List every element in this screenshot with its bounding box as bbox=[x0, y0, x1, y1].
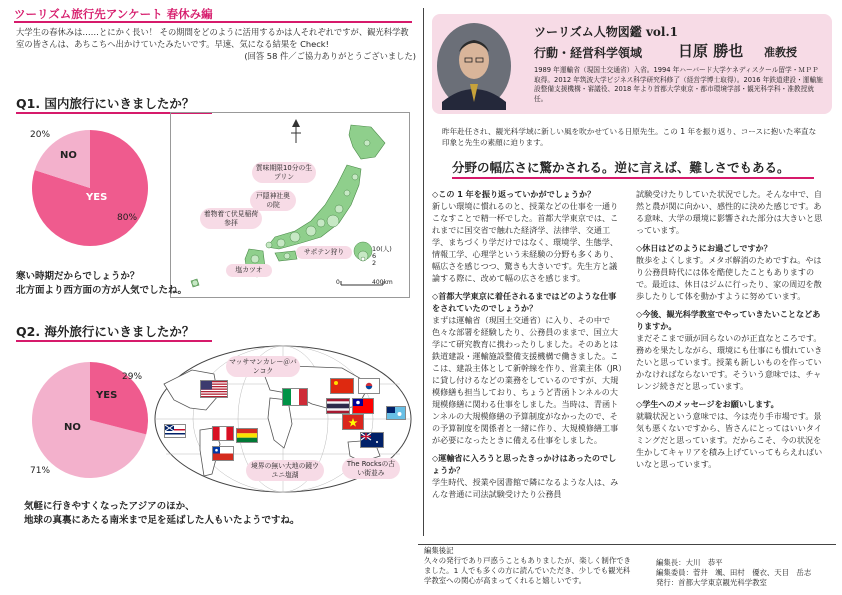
q2-caption-line1: 気軽に行きやすくなったアジアのほか、 bbox=[24, 501, 195, 512]
col1-q1: ◇この 1 年を振り返っていかがでしょうか？ bbox=[432, 189, 596, 199]
q2-no-label: NO bbox=[64, 422, 81, 433]
survey-respondents: (回答 58 件／ご協力ありがとうございました) bbox=[244, 51, 416, 61]
profile-bio: 1989 年運輸省（現国土交通省）入省。1994 年ハーバード大学ケネディスクール留学・ＭＰＰ取得。2012 年筑波大学ビジネス科学研究科修了（経営学博士取得）。2016 年鉄道建設・運輸施設整備支援機構・審議役、2018 年より首都大学東京・都市環境学部・観光科学科・准教授就任。 bbox=[534, 66, 823, 103]
bubble-cactus: サポテン狩り bbox=[296, 246, 352, 259]
col2-a0: 試験受けたりしていた状況でした。そんな中で、自然と農が関に向かい、感性的に決めた感じです。ある意味、大学の環境に影響された部分は大きいと思っています。 bbox=[636, 189, 823, 235]
hawaii-flag bbox=[164, 424, 186, 438]
chile-flag bbox=[212, 446, 234, 461]
credit-publisher: 発行：首都大学東京観光科学教室 bbox=[656, 578, 767, 587]
afterword-title: 編集後記 bbox=[424, 546, 454, 555]
map-legend-labels bbox=[372, 246, 392, 267]
column-divider bbox=[423, 8, 424, 536]
bubble-togakushi: 戸隠神社奥の院 bbox=[250, 190, 296, 211]
col2-q3: ◇学生へのメッセージをお願いします。 bbox=[636, 399, 779, 409]
col2-a1: 散歩をよくします。メタボ解消のためですね。やはり公務員時代には体を酷使したこともありますので。最近は、休日はジムに行ったり、家の周辺を散歩したりして体を動かすように努めています。 bbox=[636, 255, 822, 301]
bubble-katsuo: 塩カツオ bbox=[226, 264, 272, 277]
survey-title-underline bbox=[14, 21, 412, 23]
credits bbox=[656, 558, 836, 588]
col1-a3: 学生時代、授業や図書館で隣になるような人は、みんな普通に司法試験受けたり公務員 bbox=[432, 477, 619, 499]
q1-yes-label: YES bbox=[86, 192, 108, 203]
north-arrow-icon bbox=[291, 119, 301, 143]
interview-column-1 bbox=[432, 188, 624, 538]
bubble-the-rocks: The Rocksの古い街並み bbox=[342, 458, 400, 479]
survey-intro: 大学生の春休みは……とにかく長い！ その期間をどのように活用するかは人それぞれですが、観光科学教室の皆さんは、あちこちへ出かけていたみたいです。早速、気になる結果を Check! bbox=[16, 27, 409, 49]
profile-name: 日原 勝也 bbox=[678, 42, 744, 60]
italy-flag bbox=[282, 388, 308, 406]
legend-2: 2 bbox=[372, 259, 377, 267]
afterword-text: 久々の発行であり戸惑うこともありましたが、楽しく制作できました。1 人でも多くの方に読んでいただき、少しでも観光科学教室への関心が高まってくれると嬉しいです。 bbox=[424, 556, 631, 585]
bubble-pudding: 質味期限10分の生プリン bbox=[252, 162, 316, 183]
map-size-legend bbox=[354, 242, 372, 261]
col1-a2: まずは運輸省（現国土交通省）に入り、その中で色々な部署を経験したり、公務員のままで、国立大学にて研究教育に携わったりしました。そのあとは鉄道建設・運輸施設整備支援機構で働きました。ここは、建設主体として新幹線を作り、営業主体（JR）に貸し付けるなどの業務をしているのですが、大規模修繕も担当しており、ちょうど青函トンネルの大規模修繕に関わる仕事をしました。当時は、青函トンネルの大規模修繕の予算制度がなかったので、その予算制度を関係者と一緒に作り、大規模修繕工事が必要になったときに備える仕事をしました。 bbox=[432, 315, 623, 445]
taiwan-flag bbox=[352, 398, 374, 414]
scale-start-label: 0 bbox=[336, 279, 340, 286]
article-headline: 分野の幅広さに驚かされる。逆に言えば、難しさでもある。 bbox=[452, 160, 790, 175]
afterword bbox=[424, 546, 636, 586]
q1-caption bbox=[16, 270, 187, 298]
q2-caption-line2: 地球の真裏にあたる南米まで足を延ばした人もいたようですね。 bbox=[24, 515, 300, 526]
fiji-flag bbox=[386, 406, 406, 420]
australia-flag bbox=[360, 432, 384, 448]
professor-photo bbox=[436, 22, 512, 110]
thailand-flag bbox=[326, 398, 350, 414]
q2-title: Q2. 海外旅行にいきましたか？ bbox=[16, 324, 195, 339]
article-headline-underline bbox=[452, 177, 814, 179]
col2-a2: まだそこまで頭が回らないのが正直なところです。務めを果たしながら、環境にも仕事にも慣れていきたいと思っています。授業も新しいものを作っていかなければならないです。そういう意味では、チャレンジ続きだと思っています。 bbox=[636, 333, 823, 391]
col2-q1: ◇休日はどのようにお過ごしですか？ bbox=[636, 243, 772, 253]
q1-title: Q1. 国内旅行にいきましたか？ bbox=[16, 96, 195, 111]
article-lead: 昨年赴任され、観光科学域に新しい風を吹かせている日原先生。この 1 年を振り返り、コースに抱いた率直な印象と先生の素顔に迫ります。 bbox=[442, 127, 817, 147]
peru-flag bbox=[212, 426, 234, 441]
q1-no-percent: 20% bbox=[30, 130, 51, 140]
credit-members: 編集委員：菅井 颯、田村 優衣、天目 岳志 bbox=[656, 568, 812, 577]
col1-a1: 新しい環境に慣れるのと、授業などの仕事を一通りこなすことで精一杯でした。首都大学東京では、これまでに国交省で触れた経済学、法律学、交通工学、まちづくり学だけではなく、環境学、生態学、情報工学、心理学という未経験の分野も多くあり、幅広さを感じつつ、驚きも大きいです。先生方と議論する際に、改めて幅の広さを感じます。 bbox=[432, 201, 619, 283]
legend-10: 10(人) bbox=[372, 245, 392, 253]
q2-yes-percent: 29% bbox=[122, 372, 143, 382]
legend-6: 6 bbox=[372, 252, 377, 260]
china-flag bbox=[330, 378, 354, 394]
survey-title: ツーリズム旅行先アンケート 春休み編 bbox=[14, 7, 213, 21]
q2-underline bbox=[16, 340, 212, 342]
q2-yes-label: YES bbox=[96, 390, 118, 401]
q2-no-percent: 71% bbox=[30, 466, 51, 476]
bubble-uyuni: 境界の無い大地の鏡ウユニ塩湖 bbox=[246, 460, 324, 481]
q2-caption bbox=[24, 500, 300, 528]
bubble-massaman: マッサマンカレー＠バンコク bbox=[226, 356, 300, 377]
survey-intro-block bbox=[16, 26, 416, 62]
col1-q2: ◇首都大学東京に着任されるまではどのような仕事をされていたのでしょうか？ bbox=[432, 291, 617, 313]
bolivia-flag bbox=[236, 428, 258, 443]
col2-a3: 就職状況という意味では、今は売り手市場です。景気も悪くないですから、皆さんにとってはいいタイミングだと思っています。だからこそ、今の状況を生かしてキャリアを積み上げていってもらえればいいなと思っています。 bbox=[636, 411, 823, 469]
profile-dept: 行動・経営科学領域 bbox=[534, 46, 643, 60]
profile-position: 准教授 bbox=[764, 46, 797, 59]
q1-caption-line1: 寒い時期だからでしょうか？ bbox=[16, 271, 140, 282]
korea-flag bbox=[358, 378, 380, 394]
q1-no-label: NO bbox=[60, 150, 77, 161]
col2-q2: ◇今後、観光科学教室でやっていきたいことなどありますか。 bbox=[636, 309, 821, 331]
q1-caption-line2: 北方面より西方面の方が人気でしたね。 bbox=[16, 285, 188, 296]
usa-flag bbox=[200, 380, 228, 398]
profile-series: ツーリズム人物図鑑 vol.1 bbox=[534, 25, 679, 39]
bubble-fushimi: 着物着て伏見稲荷参拝 bbox=[200, 208, 262, 229]
footer-rule bbox=[418, 544, 836, 545]
col1-q3: ◇運輸省に入ろうと思ったきっかけはあったのでしょうか？ bbox=[432, 453, 617, 475]
scale-end-label: 400km bbox=[372, 279, 393, 286]
q1-yes-percent: 80% bbox=[117, 213, 138, 223]
interview-column-2 bbox=[636, 188, 828, 538]
q1-pie-chart bbox=[30, 128, 150, 248]
credit-chief: 編集長：大川 恭平 bbox=[656, 558, 723, 567]
vietnam-flag bbox=[342, 414, 364, 430]
